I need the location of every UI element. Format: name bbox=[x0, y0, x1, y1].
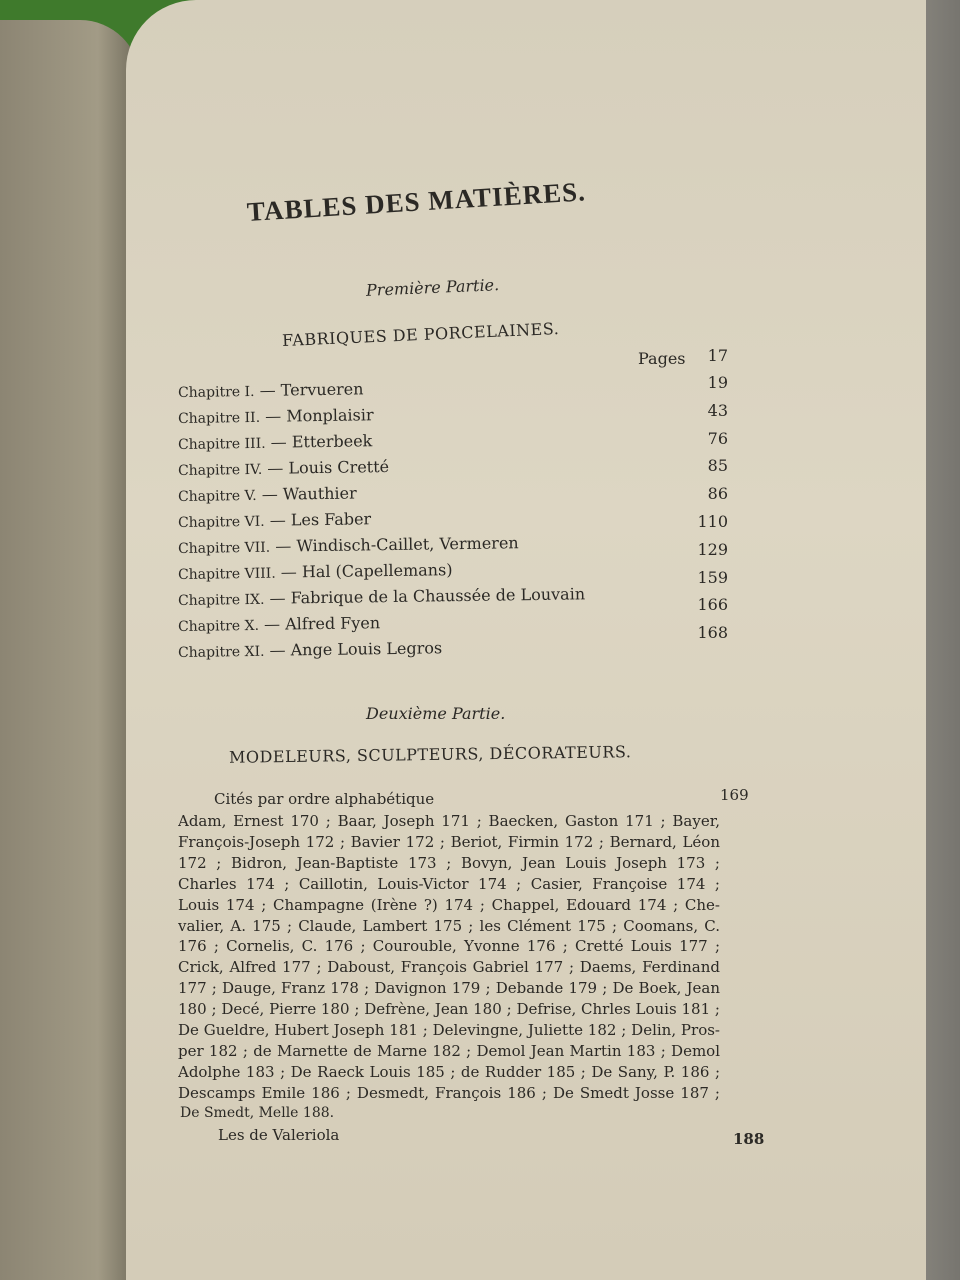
paragraph-line: 172 ; Bidron, Jean-Baptiste 173 ; Bovyn, Jean Louis Joseph 173 ; bbox=[178, 853, 720, 872]
chapter-page: 166 bbox=[697, 595, 728, 615]
chapter-entry bbox=[178, 509, 371, 531]
chapter-entry bbox=[178, 457, 389, 480]
chapter-title: — Les Faber bbox=[269, 509, 372, 530]
chapter-entry bbox=[178, 560, 453, 584]
chapter-number: Chapitre VII. bbox=[177, 539, 271, 557]
chapter-number: Chapitre XI. bbox=[177, 643, 265, 661]
paragraph-last-line: De Smedt, Melle 188. bbox=[180, 1105, 335, 1121]
chapter-number: Chapitre III. bbox=[177, 435, 266, 453]
chapter-page: 159 bbox=[697, 567, 728, 587]
chapter-title: — Alfred Fyen bbox=[263, 613, 381, 634]
part2-heading: MODELEURS, SCULPTEURS, DÉCORATEURS. bbox=[228, 742, 632, 767]
chapter-page: 76 bbox=[707, 428, 728, 448]
chapter-number: Chapitre VI. bbox=[177, 513, 265, 531]
pages-value: 17 bbox=[707, 346, 728, 365]
chapter-entry bbox=[178, 405, 374, 428]
page-title: TABLES DES MATIÈRES. bbox=[246, 176, 587, 228]
chapter-title: — Louis Cretté bbox=[267, 457, 390, 478]
chapter-entry bbox=[178, 379, 364, 401]
chapter-number: Chapitre VIII. bbox=[177, 565, 276, 583]
chapter-page: 129 bbox=[697, 539, 728, 559]
chapter-number: Chapitre I. bbox=[177, 383, 255, 401]
chapter-title: — Wauthier bbox=[261, 483, 357, 504]
paragraph-line: 176 ; Cornelis, C. 176 ; Courouble, Yvonne 176 ; Cretté Louis 177 ; bbox=[178, 937, 720, 956]
paragraph-line: De Gueldre, Hubert Joseph 181 ; Delevingne, Juliette 182 ; Delin, Pros- bbox=[178, 1021, 720, 1039]
paragraph-line: Descamps Emile 186 ; Desmedt, François 186 ; De Smedt Josse 187 ; bbox=[178, 1083, 720, 1102]
chapter-title: — Fabrique de la Chaussée de Louvain bbox=[269, 584, 586, 608]
part2-intro-page: 169 bbox=[720, 786, 749, 804]
paragraph-line: per 182 ; de Marnette de Marne 182 ; Demol Jean Martin 183 ; Demol bbox=[178, 1041, 720, 1060]
chapter-number: Chapitre II. bbox=[177, 409, 261, 427]
part1-heading: FABRIQUES DE PORCELAINES. bbox=[281, 318, 560, 351]
paragraph-line: 180 ; Decé, Pierre 180 ; Defrène, Jean 180 ; Defrise, Chrles Louis 181 ; bbox=[178, 1000, 720, 1019]
chapter-title: — Windisch-Caillet, Vermeren bbox=[275, 533, 519, 556]
chapter-page: 168 bbox=[697, 623, 728, 643]
part2-intro: Cités par ordre alphabétique bbox=[214, 790, 435, 808]
pages-label: Pages bbox=[638, 349, 686, 368]
chapter-entry bbox=[178, 484, 357, 506]
facing-page-edge bbox=[0, 20, 140, 1280]
chapter-title: — Monplaisir bbox=[265, 405, 374, 426]
chapter-entry bbox=[178, 613, 380, 636]
chapter-entry bbox=[178, 638, 442, 661]
paragraph-line: Crick, Alfred 177 ; Daboust, François Gabriel 177 ; Daems, Ferdinand bbox=[178, 958, 720, 977]
paragraph-line: Charles 174 ; Caillotin, Louis-Victor 174 ; Casier, Françoise 174 ; bbox=[178, 874, 720, 893]
chapter-title: — Hal (Capellemans) bbox=[280, 560, 453, 582]
chapter-title: — Ange Louis Legros bbox=[269, 638, 443, 660]
chapter-number: Chapitre IX. bbox=[177, 591, 265, 609]
chapter-number: Chapitre X. bbox=[177, 617, 260, 635]
chapter-title: — Etterbeek bbox=[270, 431, 373, 452]
paragraph-line: valier, A. 175 ; Claude, Lambert 175 ; les Clément 175 ; Coomans, C. bbox=[178, 916, 720, 935]
part1-label: Première Partie. bbox=[365, 275, 500, 300]
chapter-number: Chapitre V. bbox=[177, 487, 257, 505]
part2-label: Deuxième Partie. bbox=[366, 704, 506, 723]
chapter-number: Chapitre IV. bbox=[177, 461, 263, 479]
chapter-title: — Tervueren bbox=[259, 379, 364, 400]
chapter-entry bbox=[178, 431, 373, 454]
chapter-page: 110 bbox=[697, 512, 728, 531]
chapter-page: 86 bbox=[707, 484, 728, 504]
paragraph-line: Adolphe 183 ; De Raeck Louis 185 ; de Rudder 185 ; De Sany, P. 186 ; bbox=[178, 1062, 720, 1081]
paragraph-line: Louis 174 ; Champagne (Irène ?) 174 ; Chappel, Edouard 174 ; Che- bbox=[178, 895, 720, 914]
chapter-page: 85 bbox=[707, 456, 728, 476]
paragraph-line: François-Joseph 172 ; Bavier 172 ; Beriot, Firmin 172 ; Bernard, Léon bbox=[178, 832, 720, 851]
paragraph-line: Adam, Ernest 170 ; Baar, Joseph 171 ; Baecken, Gaston 171 ; Bayer, bbox=[178, 812, 720, 830]
valeriola-page: 188 bbox=[733, 1130, 765, 1148]
chapter-page: 43 bbox=[707, 400, 728, 420]
chapter-page: 19 bbox=[707, 373, 728, 392]
paragraph-line: 177 ; Dauge, Franz 178 ; Davignon 179 ; Debande 179 ; De Boek, Jean bbox=[178, 979, 720, 998]
valeriola-entry: Les de Valeriola bbox=[218, 1126, 340, 1144]
